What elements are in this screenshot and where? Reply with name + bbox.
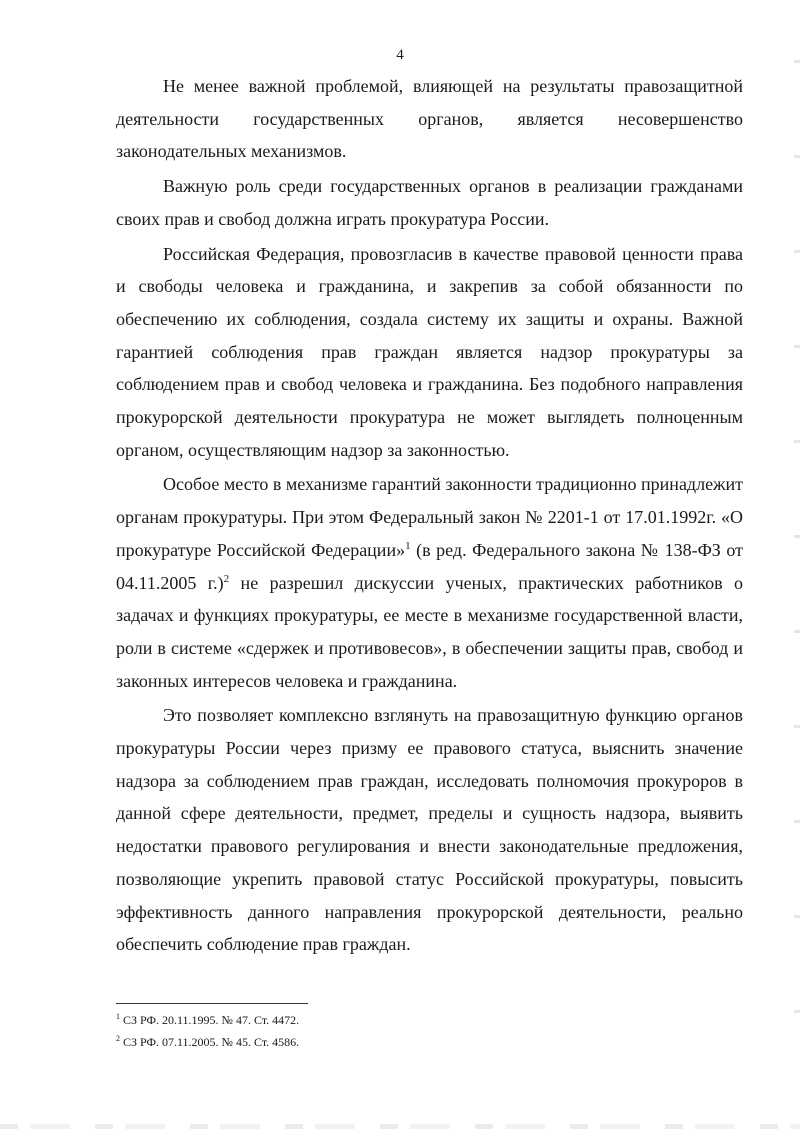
scan-bottom-edge <box>0 1124 800 1129</box>
body-text <box>116 70 743 961</box>
footnote-2 <box>116 1031 743 1053</box>
paragraph-text: Не менее важной проблемой, влияющей на результаты правозащитной деятельности государственных органов, является несовершенство законодательных механизмов. <box>116 76 743 162</box>
paragraph-text: Российская Федерация, провозгласив в качестве правовой ценности права и свободы человека и гражданина, и закрепив за собой обязанности по обеспечению их соблюдения, создала систему их защиты и охраны. Важной гарантией соблюдения прав граждан является надзор прокуратуры за соблюдением прав и свобод человека и гражданина. Без подобного направления прокурорской деятельности прокуратура не может выглядеть полноценным органом, осуществляющим надзор за законностью. <box>116 243 743 460</box>
footnote-1 <box>116 1009 743 1031</box>
paragraph-1 <box>116 70 743 168</box>
footnotes <box>116 1009 743 1053</box>
footnote-mark: 1 <box>116 1012 120 1021</box>
paragraph-text: Особое место в механизме гарантий законности традиционно принадлежит органам прокуратуры. При этом Федеральный закон № 2201-1 от 17.01.1992г. «О прокуратуре Российской Федерации» <box>116 474 743 560</box>
paragraph-text: (в ред. Федерального закона № 138-ФЗ от 04.11.2005 г.) <box>116 539 743 593</box>
page-number: 4 <box>396 47 404 63</box>
paragraph-text: не разрешил дискуссии ученых, практических работников о задачах и функциях прокуратуры, ее месте в механизме государственной власти, роли в системе «сдержек и противовесов», в обеспечении защиты прав, свобод и законных интересов человека и гражданина. <box>116 572 744 691</box>
footnote-separator <box>116 1003 308 1004</box>
paragraph-5 <box>116 699 743 961</box>
paragraph-text: Это позволяет комплексно взглянуть на правозащитную функцию органов прокуратуры России через призму ее правового статуса, выяснить значение надзора за соблюдением прав граждан, исследовать полномочия прокуроров в данной сфере деятельности, предмет, пределы и сущность надзора, выявить недостатки правового регулирования и внести законодательные предложения, позволяющие укрепить правовой статус Российской прокуратуры, повысить эффективность данного направления прокурорской деятельности, реально обеспечить соблюдение прав граждан. <box>116 705 743 955</box>
footnote-ref-1[interactable]: 1 <box>405 539 411 552</box>
footnote-text: СЗ РФ. 07.11.2005. № 45. Ст. 4586. <box>123 1035 300 1049</box>
footnote-mark: 2 <box>116 1034 120 1043</box>
paragraph-3 <box>116 238 743 467</box>
paragraph-text: Важную роль среди государственных органов в реализации гражданами своих прав и свобод должна играть прокуратура России. <box>116 176 743 229</box>
footnote-text: СЗ РФ. 20.11.1995. № 47. Ст. 4472. <box>123 1013 300 1027</box>
paragraph-4 <box>116 468 743 697</box>
paragraph-2 <box>116 170 743 235</box>
scan-edge-marks <box>794 60 800 1060</box>
footnote-ref-2[interactable]: 2 <box>223 572 230 585</box>
